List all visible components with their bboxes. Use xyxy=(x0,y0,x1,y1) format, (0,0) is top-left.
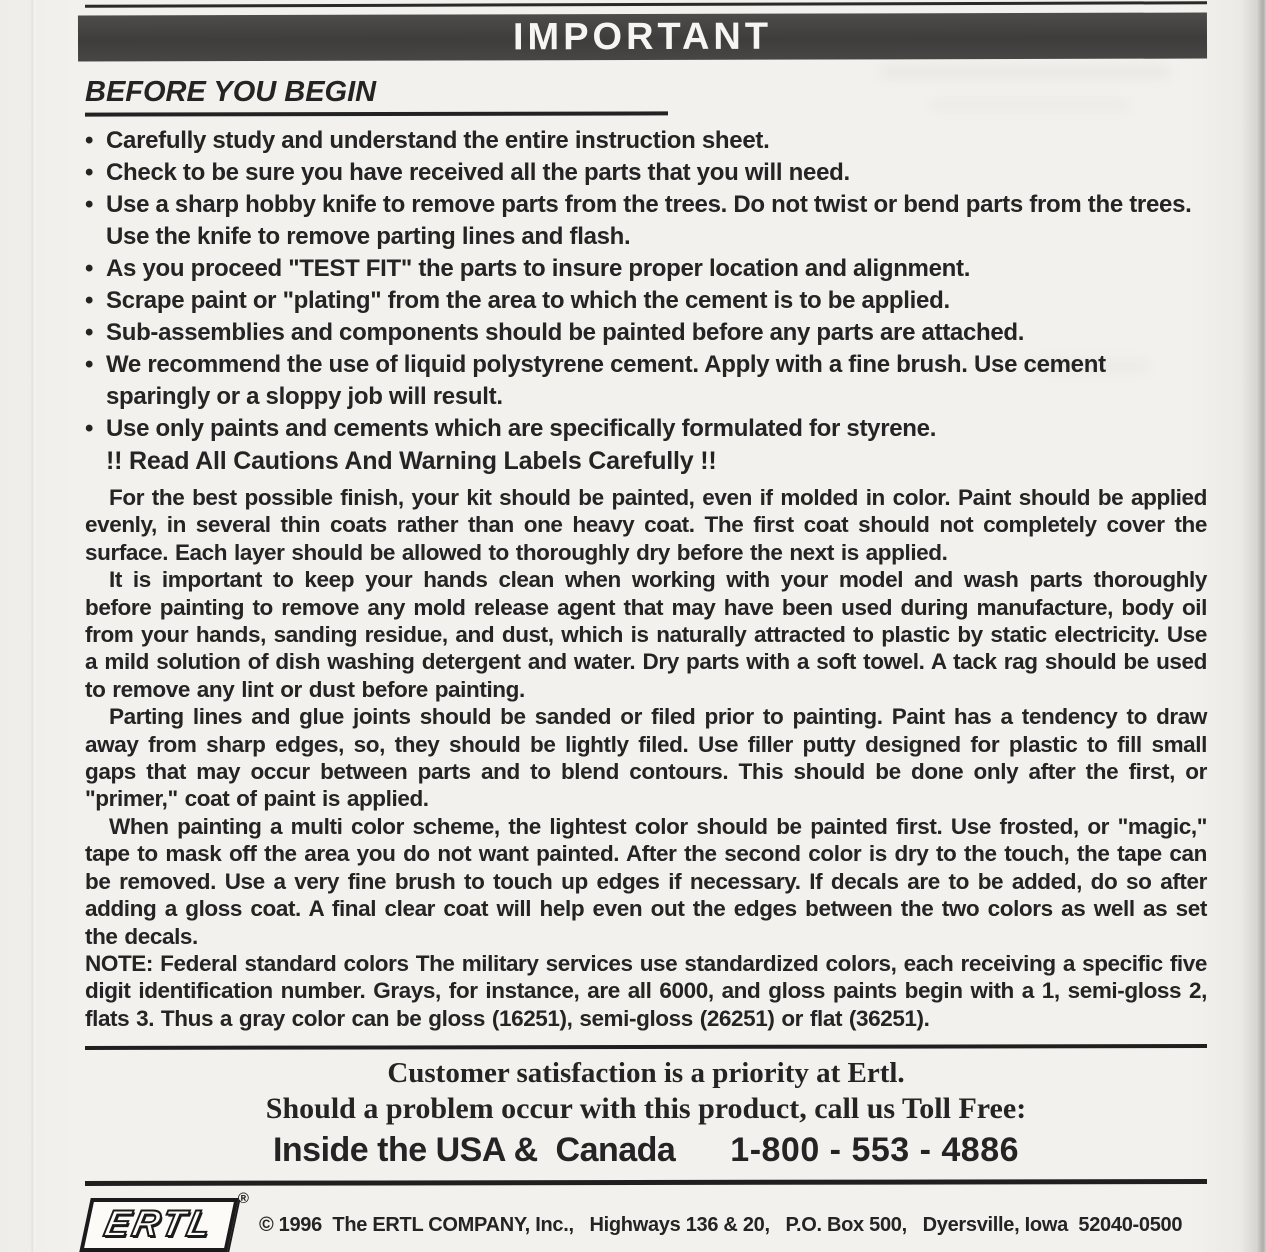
phone-line xyxy=(85,1129,1207,1171)
instruction-bullet: • Check to be sure you have received all the parts that you will need. xyxy=(85,157,1207,189)
caution-warning-line: !! Read All Cautions And Warning Labels Carefully !! xyxy=(106,447,717,475)
paper-right-edge-shadow xyxy=(1240,0,1266,1252)
ertl-logo-text: ERTL xyxy=(100,1203,218,1245)
paragraph-parting-lines: Parting lines and glue joints should be sanded or filed prior to painting. Paint has a tendency to draw away from sharp edges, so, they should be lightly filed. Use filler putty designed for plastic to fill small gaps that may occur between parts and to blend contours. This should be done only after the first, or "primer," coat of paint is applied. xyxy=(85,704,1207,812)
section-title-underline xyxy=(85,111,668,116)
paragraph-multi-color: When painting a multi color scheme, the lightest color should be painted first. Use frosted, or "magic," tape to mask off the area you do not want painted. After the second color is dry to the touch, the tape can be removed. Use a very fine brush to touch up edges if necessary. If decals are to be added, do so after adding a gloss coat. A final clear coat will help even out the edges between the two colors as well as set the decals. xyxy=(85,813,1207,949)
instruction-bullet-list xyxy=(85,125,1207,445)
body-copy xyxy=(85,484,1207,1032)
paragraph-clean-hands: It is important to keep your hands clean when working with your model and wash parts thoroughly before painting to remove any mold release agent that may have been used during manufacture, body oil from your hands, sanding residue, and dust, which is naturally attracted to plastic by static electricity. Use a mild solution of dish washing detergent and water. Dry parts with a soft towel. A tack rag should be used to remove any lint or dust before painting. xyxy=(85,567,1207,702)
customer-satisfaction-line: Customer satisfaction is a priority at Ertl. xyxy=(387,1057,905,1090)
important-title: IMPORTANT xyxy=(512,15,773,58)
instruction-bullet: • Sub-assemblies and components should be painted before any parts are attached. xyxy=(85,317,1207,349)
section-title: BEFORE YOU BEGIN xyxy=(85,76,377,108)
instruction-bullet: • Use only paints and cements which are specifically formulated for styrene. xyxy=(85,413,1207,445)
instruction-bullet: • We recommend the use of liquid polystyrene cement. Apply with a fine brush. Use cement sparingly or a sloppy job will result. xyxy=(85,349,1207,413)
toll-free-line: Should a problem occur with this product, call us Toll Free: xyxy=(265,1092,1027,1126)
phone-region-label: Inside the USA & Canada xyxy=(272,1131,676,1170)
note-federal-standard-colors: NOTE: Federal standard colors The military services use standardized colors, each receiving a specific five digit identification number. Grays, for instance, are all 6000, and gloss paints begin with a 1, semi-gloss 2, flats 3. Thus a gray color can be gloss (16251), semi-gloss (26251) or flat (36251). xyxy=(85,950,1207,1031)
paragraph-painting-finish: For the best possible finish, your kit should be painted, even if molded in color. Paint should be applied evenly, in several thin coats rather than one heavy coat. The first coat should not completely cover the surface. Each layer should be allowed to thoroughly dry before the next is applied. xyxy=(85,485,1207,565)
instruction-bullet: • Carefully study and understand the entire instruction sheet. xyxy=(85,125,1207,157)
instruction-bullet: • Use a sharp hobby knife to remove parts from the trees. Do not twist or bend parts from the trees. Use the knife to remove parting lines and flash. xyxy=(85,189,1207,253)
instruction-bullet: • Scrape paint or "plating" from the area to which the cement is to be applied. xyxy=(85,285,1207,317)
instruction-bullet: • As you proceed "TEST FIT" the parts to insure proper location and alignment. xyxy=(85,253,1207,285)
page-content xyxy=(85,0,1207,1252)
registered-trademark-symbol: ® xyxy=(237,1190,249,1208)
top-rule xyxy=(85,1,1207,8)
ertl-logo xyxy=(85,1190,249,1252)
ertl-logo-box xyxy=(79,1198,238,1252)
toll-free-number: 1-800 - 553 - 4886 xyxy=(730,1131,1020,1170)
customer-satisfaction-box xyxy=(85,1049,1207,1180)
important-header-bar xyxy=(78,13,1207,62)
footer xyxy=(85,1190,1207,1252)
paper-fold-crease xyxy=(30,0,36,1252)
customer-box-bottom-rule xyxy=(85,1179,1207,1186)
copyright-line: © 1996 The ERTL COMPANY, Inc., Highways 136 & 20, P.O. Box 500, Dyersville, Iowa 52040-0500 xyxy=(258,1213,1183,1236)
